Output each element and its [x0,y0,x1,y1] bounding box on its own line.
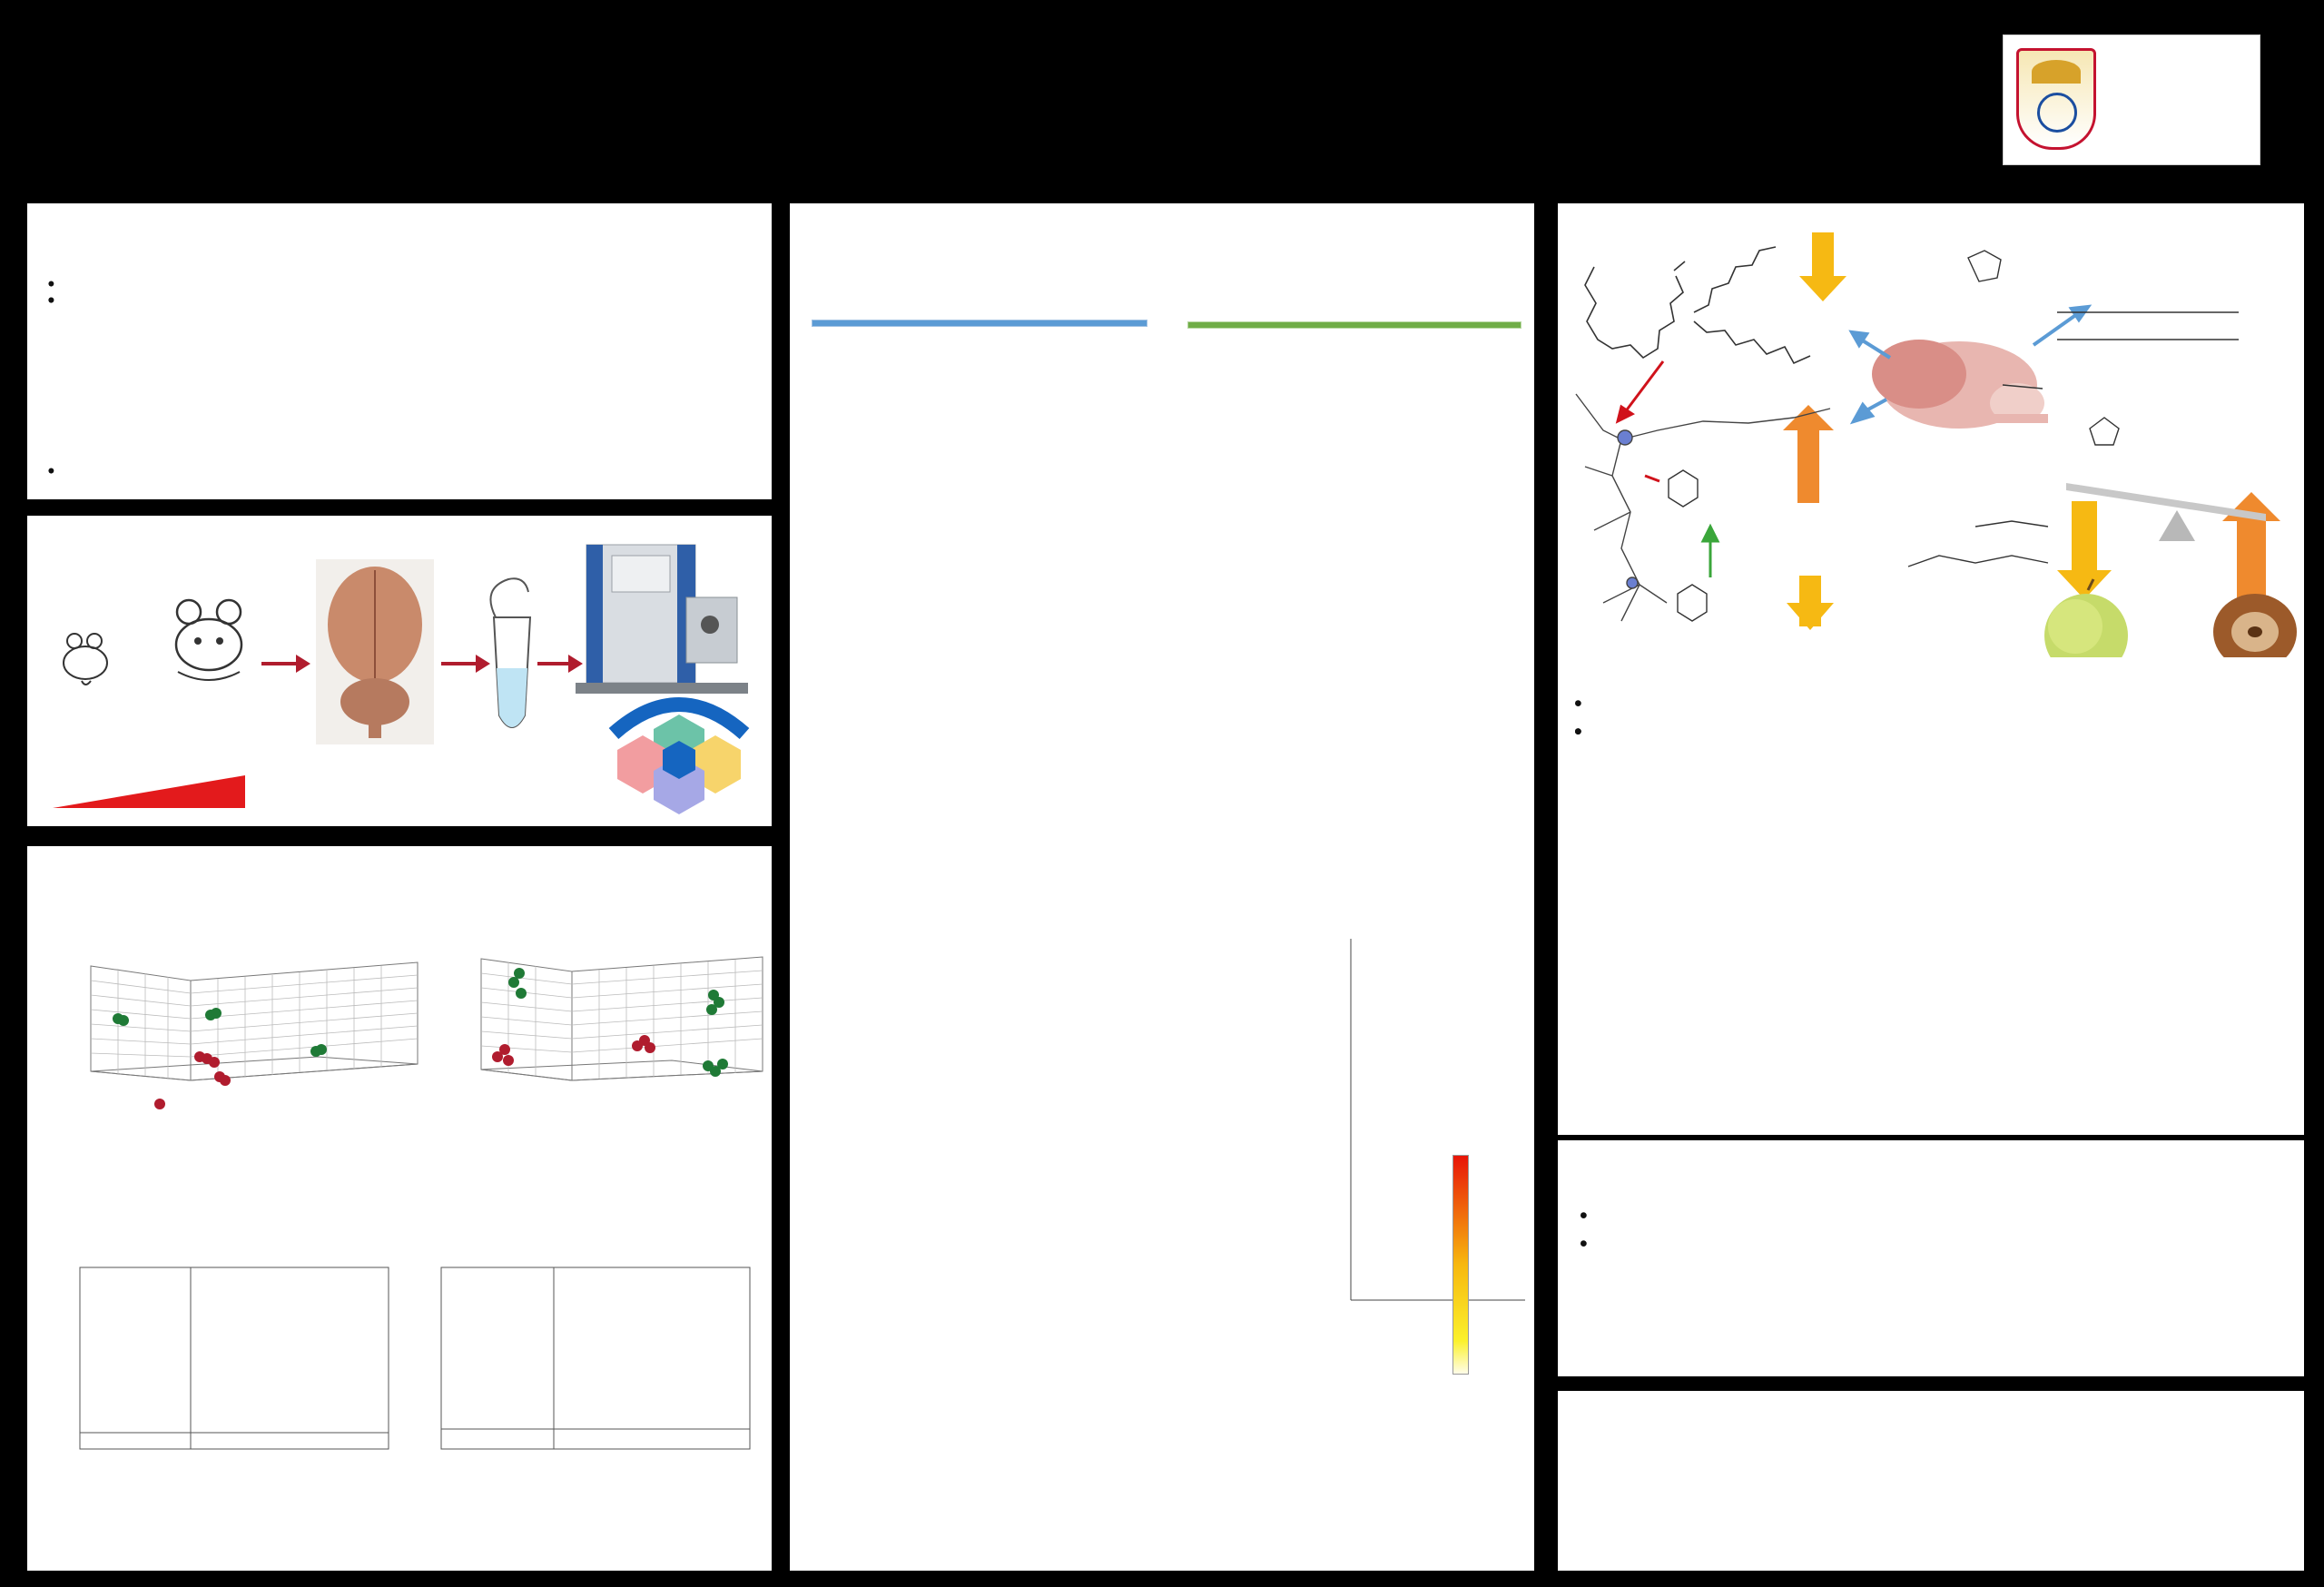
enrichment-chart [1171,912,1534,1565]
whole-brain-image [316,559,434,744]
introduction-list [47,272,764,289]
acknowledgements-panel [1558,1391,2304,1571]
results-panel [27,846,772,1571]
conclusions-list [1576,1202,2293,1230]
objective-list [47,459,764,476]
discussion-panel [1558,203,2304,1135]
young-mouse-icon [64,634,107,685]
methods-panel [27,516,772,826]
metabolic-network-graph [812,966,1184,1529]
age-wedge [53,775,245,808]
pca-negative-plot [445,946,772,1146]
col-compound [900,320,1036,327]
col-mzcloud-id [1188,322,1272,329]
metabolites-panel [790,203,1534,1571]
metaboanalyst-logo [614,705,744,814]
aa-structure-icon [1694,247,1810,363]
down-regulated-table [1187,321,1521,329]
dha-structure-icon [1585,261,1685,358]
reference-item [1576,1514,1616,1531]
adult-mouse-icon [176,600,241,680]
volcano-negative-plot [418,1260,763,1471]
ukm-logo [2003,34,2260,165]
pca-positive-plot [54,953,436,1144]
down-arrow-icon [2057,501,2112,599]
dried-apple-icon [2213,594,2297,657]
crest-icon [2016,48,2096,150]
up-regulated-table [812,320,1147,327]
col-fold-change [1413,322,1521,329]
discussion-list [1571,690,2297,718]
introduction-panel [27,203,772,499]
rat-brain-icon [1872,340,2048,429]
extraction-tube-icon [490,578,530,727]
mass-spectrometer-image [576,545,748,694]
pvalue-colorbar [1452,1155,1469,1375]
discussion-diagram [1558,203,2304,657]
reference-item [1576,1543,1616,1560]
up-arrow-icon [1703,527,1718,577]
up-arrow-icon [1783,405,1834,503]
col-fold-change [1036,320,1147,327]
young-sample-points [113,1008,327,1057]
old-sample-points [492,1035,655,1066]
col-compound [1272,322,1413,329]
volcano-positive-plot [45,1260,409,1471]
down-arrow-icon [1787,576,1834,630]
arrow-icon [1618,361,1663,481]
methods-diagram [27,516,772,826]
down-arrow-icon [1799,232,1846,301]
col-mzcloud-id [812,320,900,327]
conclusions-panel [1558,1140,2304,1376]
molecule-icon [1669,251,2239,621]
